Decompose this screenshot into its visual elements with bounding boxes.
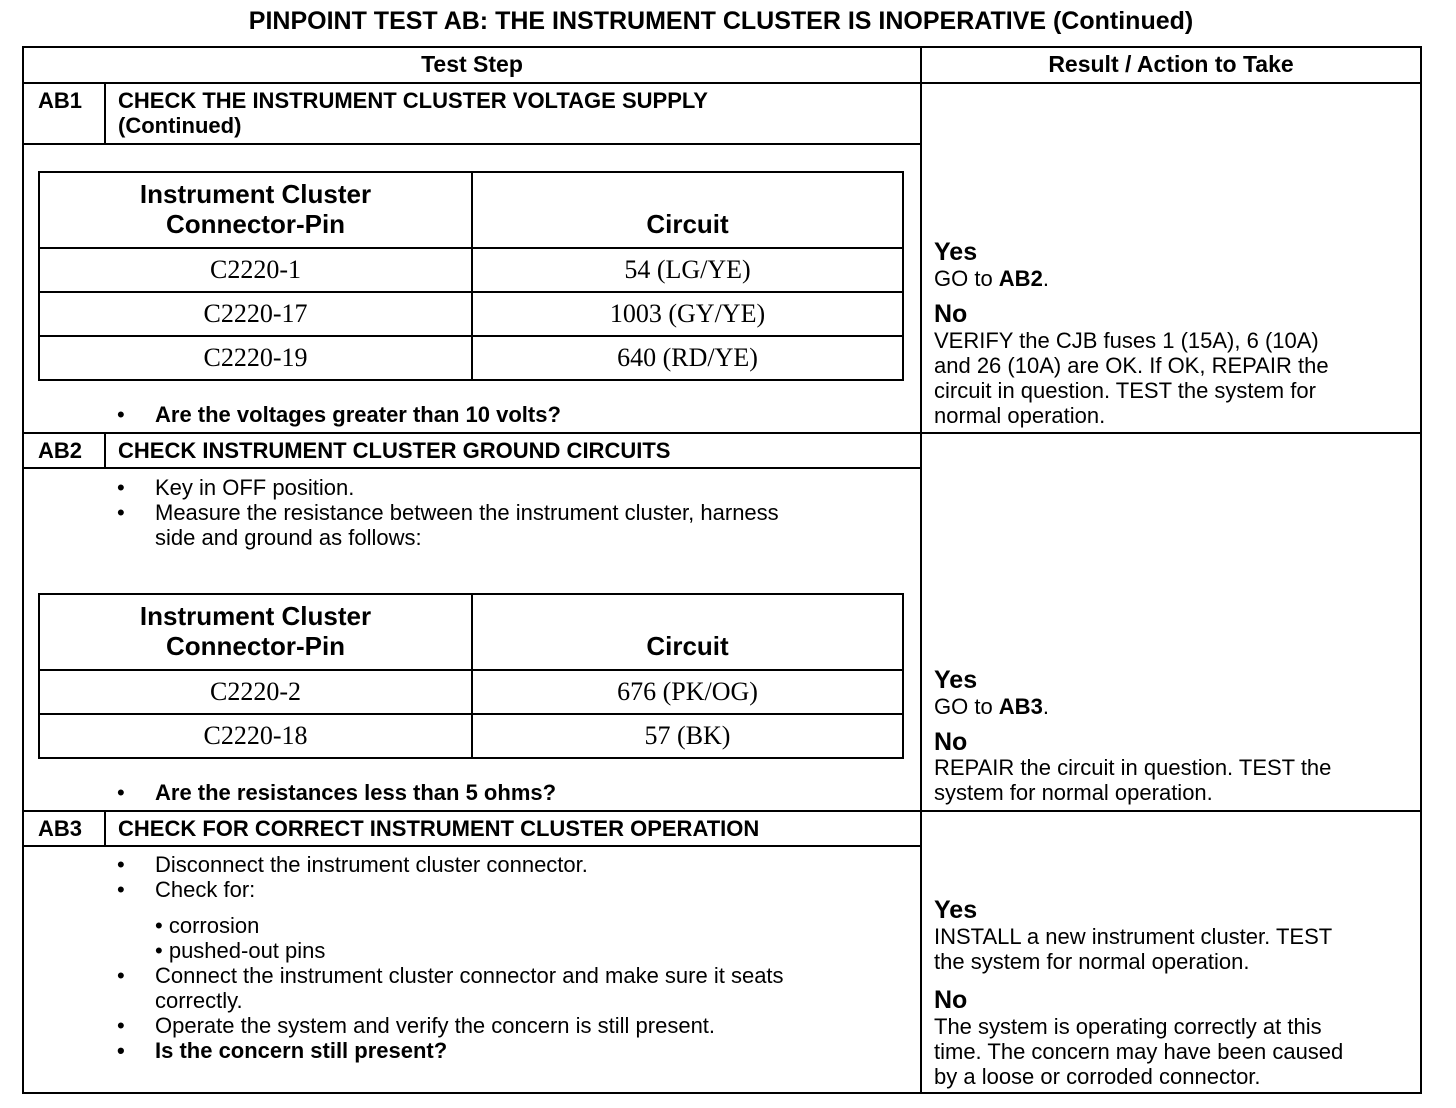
page-title: PINPOINT TEST AB: THE INSTRUMENT CLUSTER IS INOPERATIVE (Continued) [248, 7, 1194, 35]
no-action-ab3-line2: time. The concern may have been caused [934, 1039, 1344, 1064]
step-id-ab1: AB1 [38, 88, 83, 113]
column-header-connector-pin [40, 179, 471, 239]
column-header-connector-pin [40, 601, 471, 661]
no-label-ab1: No [934, 300, 968, 328]
table-cell-circuit: 54 (LG/YE) [624, 255, 751, 284]
table-cell-circuit: 640 (RD/YE) [617, 343, 758, 372]
no-action-ab1-line3: circuit in question. TEST the system for [934, 378, 1316, 403]
divider [104, 432, 106, 468]
bullet: • [117, 475, 125, 500]
no-action-ab3-line1: The system is operating correctly at this [934, 1014, 1322, 1039]
divider [40, 291, 902, 293]
instruction-ab3-4: Operate the system and verify the concern is still present. [155, 1013, 716, 1038]
divider [40, 247, 902, 249]
yes-action-text: . [1042, 694, 1049, 719]
divider [22, 143, 922, 145]
yes-label-ab1: Yes [934, 238, 978, 266]
connector-pin-table-ab2 [38, 593, 904, 759]
instruction-ab3-3: Connect the instrument cluster connector and make sure it seats [155, 963, 784, 988]
step-reference-ab3: AB3 [998, 694, 1043, 719]
header-result: Result / Action to Take [1048, 51, 1294, 77]
bullet: • [117, 1013, 125, 1038]
yes-action-ab1 [934, 266, 1049, 291]
table-cell-pin: C2220-19 [203, 343, 308, 372]
step-title-ab2: CHECK INSTRUMENT CLUSTER GROUND CIRCUITS [118, 438, 671, 463]
divider [920, 46, 922, 1094]
column-header-line: Instrument Cluster [139, 601, 372, 631]
sub-item-text: corrosion [168, 913, 260, 938]
table-cell-pin: C2220-2 [210, 677, 301, 706]
divider [22, 845, 922, 847]
step-title-ab3: CHECK FOR CORRECT INSTRUMENT CLUSTER OPERATION [118, 816, 760, 841]
divider [22, 810, 1422, 812]
instruction-ab3-2: Check for: [155, 877, 256, 902]
yes-action-ab2 [934, 694, 1049, 719]
no-action-ab1-line1: VERIFY the CJB fuses 1 (15A), 6 (10A) [934, 328, 1319, 353]
no-action-ab1-line2: and 26 (10A) are OK. If OK, REPAIR the [934, 353, 1329, 378]
connector-pin-table-ab1 [38, 171, 904, 381]
bullet: • [117, 1038, 125, 1063]
divider [40, 335, 902, 337]
column-header-line: Connector-Pin [165, 631, 346, 661]
no-label-ab3: No [934, 986, 968, 1014]
bullet: • [117, 963, 125, 988]
divider [22, 432, 1422, 434]
column-header-circuit: Circuit [646, 209, 729, 239]
divider [104, 82, 106, 144]
step-id-ab2: AB2 [38, 438, 83, 463]
instruction-ab3-3-cont: correctly. [155, 988, 243, 1013]
step-id-ab3: AB3 [38, 816, 83, 841]
instruction-ab2-2-cont: side and ground as follows: [155, 525, 422, 550]
step-title-ab1-continued: (Continued) [118, 113, 242, 138]
yes-action-text: . [1042, 266, 1049, 291]
divider [104, 810, 106, 846]
no-action-ab3-line3: by a loose or corroded connector. [934, 1064, 1261, 1089]
header-test-step: Test Step [421, 51, 523, 77]
bullet: • [117, 500, 125, 525]
divider [40, 713, 902, 715]
table-cell-pin: C2220-18 [203, 721, 308, 750]
bullet: • [117, 402, 125, 427]
step-title-ab1: CHECK THE INSTRUMENT CLUSTER VOLTAGE SUPPLY [118, 88, 708, 113]
question-ab2: Are the resistances less than 5 ohms? [155, 780, 557, 805]
step-reference-ab2: AB2 [998, 266, 1043, 291]
yes-action-ab3-line1: INSTALL a new instrument cluster. TEST [934, 924, 1333, 949]
column-header-circuit: Circuit [646, 631, 729, 661]
table-cell-pin: C2220-17 [203, 299, 308, 328]
table-cell-circuit: 676 (PK/OG) [617, 677, 758, 706]
divider [22, 467, 922, 469]
table-cell-circuit: 57 (BK) [644, 721, 731, 750]
yes-action-ab3-line2: the system for normal operation. [934, 949, 1250, 974]
column-header-line: Connector-Pin [165, 209, 346, 239]
instruction-ab2-1: Key in OFF position. [155, 475, 355, 500]
sub-item-corrosion: • corrosion [155, 913, 260, 938]
question-ab1: Are the voltages greater than 10 volts? [155, 402, 561, 427]
instruction-ab2-2: Measure the resistance between the instrument cluster, harness [155, 500, 779, 525]
yes-action-text: GO to [934, 694, 999, 719]
bullet: • [117, 852, 125, 877]
yes-label-ab3: Yes [934, 896, 978, 924]
no-action-ab2-line1: REPAIR the circuit in question. TEST the [934, 755, 1332, 780]
no-action-ab1-line4: normal operation. [934, 403, 1106, 428]
column-header-line: Instrument Cluster [139, 179, 372, 209]
yes-action-text: GO to [934, 266, 999, 291]
instruction-ab3-1: Disconnect the instrument cluster connector. [155, 852, 588, 877]
sub-item-pushed-out-pins: • pushed-out pins [155, 938, 326, 963]
table-cell-circuit: 1003 (GY/YE) [609, 299, 766, 328]
question-ab3: Is the concern still present? [155, 1038, 448, 1063]
yes-label-ab2: Yes [934, 666, 978, 694]
no-action-ab2-line2: system for normal operation. [934, 780, 1213, 805]
bullet: • [117, 877, 125, 902]
bullet: • [117, 780, 125, 805]
divider [22, 82, 1422, 84]
no-label-ab2: No [934, 728, 968, 756]
divider [40, 669, 902, 671]
sub-item-text: pushed-out pins [168, 938, 326, 963]
table-cell-pin: C2220-1 [210, 255, 301, 284]
